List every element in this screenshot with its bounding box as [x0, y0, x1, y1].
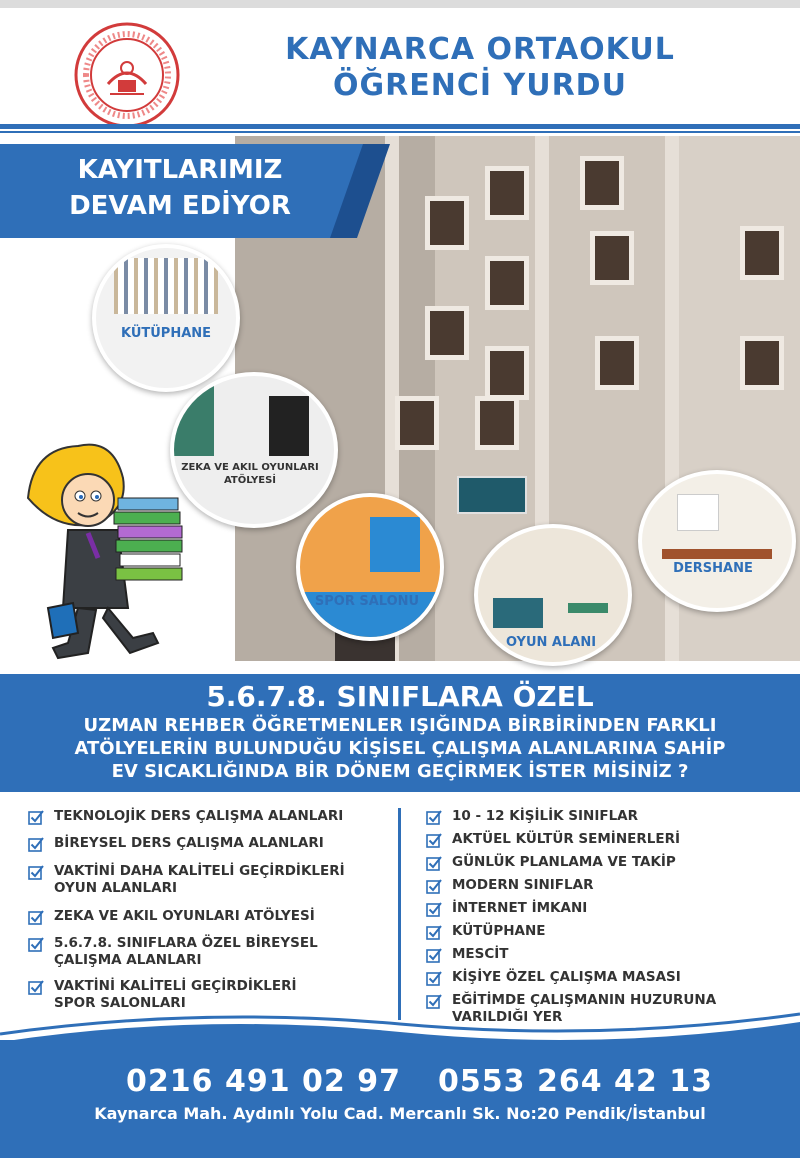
- feature-item: [426, 831, 786, 848]
- features-left-list: [28, 808, 388, 1012]
- feature-item: [426, 900, 786, 917]
- feature-line-1: İNTERNET İMKANI: [452, 900, 588, 916]
- title-line-2: ÖĞRENCİ YURDU: [333, 68, 627, 103]
- phone-number-1[interactable]: 0216 491 02 97: [126, 1064, 401, 1099]
- feature-item: [426, 969, 786, 986]
- banner-line-1: KAYITLARIMIZ: [77, 155, 283, 185]
- feature-item: [28, 908, 388, 925]
- feature-item: [28, 935, 388, 969]
- address: Kaynarca Mah. Aydınlı Yolu Cad. Mercanlı Sk. No:20 Pendik/İstanbul: [94, 1104, 706, 1123]
- checkbox-checked-icon: [28, 936, 44, 952]
- checkbox-checked-icon: [28, 836, 44, 852]
- title-line-1: KAYNARCA ORTAOKUL: [285, 32, 675, 67]
- registration-banner-text: [20, 152, 340, 224]
- classroom-label: DERSHANE: [673, 561, 753, 576]
- feature-line-1: ZEKA VE AKIL OYUNLARI ATÖLYESİ: [54, 908, 315, 924]
- checkbox-checked-icon: [426, 832, 442, 848]
- feature-line-1: VAKTİNİ KALİTELİ GEÇİRDİKLERİ: [54, 978, 297, 994]
- checkbox-checked-icon: [426, 878, 442, 894]
- header-rule-thin: [0, 131, 800, 133]
- feature-item: [28, 863, 388, 897]
- feature-line-1: 10 - 12 KİŞİLİK SINIFLAR: [452, 808, 639, 824]
- feature-item: [426, 946, 786, 963]
- band-line-3: EV SICAKLIĞINDA BİR DÖNEM GEÇİRMEK İSTER MİSİNİZ ?: [111, 761, 689, 782]
- ministry-of-education-seal-icon: [74, 22, 180, 128]
- feature-line-1: BİREYSEL DERS ÇALIŞMA ALANLARI: [54, 835, 324, 851]
- features-right-list: [426, 808, 786, 1026]
- feature-line-2: SPOR SALONLARI: [54, 995, 186, 1011]
- banner-line-2: DEVAM EDİYOR: [69, 191, 291, 221]
- feature-line-2: VARILDIĞI YER: [452, 1009, 563, 1025]
- feature-line-1: KÜTÜPHANE: [452, 923, 546, 939]
- feature-line-2: OYUN ALANLARI: [54, 880, 177, 896]
- feature-line-1: VAKTİNİ DAHA KALİTELİ GEÇİRDİKLERİ: [54, 863, 345, 879]
- checkbox-checked-icon: [426, 993, 442, 1009]
- checkbox-checked-icon: [426, 901, 442, 917]
- feature-item: [426, 877, 786, 894]
- feature-item: [426, 854, 786, 871]
- header-rule: [0, 124, 800, 129]
- feature-line-1: MESCİT: [452, 946, 509, 962]
- band-subtext: [20, 714, 780, 783]
- footer: [0, 1040, 800, 1158]
- classroom-photo: [638, 470, 796, 612]
- checkbox-checked-icon: [28, 979, 44, 995]
- gym-photo: [296, 493, 444, 641]
- feature-item: [28, 978, 388, 1012]
- checkbox-checked-icon: [28, 909, 44, 925]
- library-photo: [92, 244, 240, 392]
- feature-line-1: GÜNLÜK PLANLAMA VE TAKİP: [452, 854, 676, 870]
- play-area-label: OYUN ALANI: [505, 635, 597, 650]
- feature-line-2: ÇALIŞMA ALANLARI: [54, 952, 202, 968]
- feature-line-1: MODERN SINIFLAR: [452, 877, 594, 893]
- puzzle-workshop-label-line-2: ATÖLYESİ: [223, 475, 277, 486]
- feature-item: [426, 808, 786, 825]
- band-headline: 5.6.7.8. SINIFLARA ÖZEL: [206, 680, 594, 713]
- student-with-books-illustration: [18, 438, 208, 668]
- band-line-1: UZMAN REHBER ÖĞRETMENLER IŞIĞINDA BİRBİRİNDEN FARKLI: [83, 715, 717, 736]
- feature-item: [28, 835, 388, 852]
- phone-number-2[interactable]: 0553 264 42 13: [438, 1064, 713, 1099]
- library-label: KÜTÜPHANE: [120, 326, 212, 341]
- top-strip: [0, 0, 800, 8]
- gym-label: SPOR SALONU: [314, 594, 420, 609]
- checkbox-checked-icon: [426, 809, 442, 825]
- feature-line-1: TEKNOLOJİK DERS ÇALIŞMA ALANLARI: [54, 808, 344, 824]
- checkbox-checked-icon: [28, 864, 44, 880]
- feature-item: [28, 808, 388, 825]
- school-sign: [457, 476, 527, 514]
- list-divider: [398, 808, 401, 1020]
- feature-line-1: 5.6.7.8. SINIFLARA ÖZEL BİREYSEL: [54, 935, 318, 951]
- checkbox-checked-icon: [426, 855, 442, 871]
- feature-line-1: AKTÜEL KÜLTÜR SEMİNERLERİ: [452, 831, 680, 847]
- checkbox-checked-icon: [28, 809, 44, 825]
- feature-item: [426, 923, 786, 940]
- page-title: [220, 32, 740, 104]
- band-line-2: ATÖLYELERİN BULUNDUĞU KİŞİSEL ÇALIŞMA ALANLARINA SAHİP: [74, 738, 726, 759]
- puzzle-workshop-label-line-1: ZEKA VE AKIL OYUNLARI: [181, 462, 319, 473]
- feature-line-1: KİŞİYE ÖZEL ÇALIŞMA MASASI: [452, 969, 681, 985]
- feature-line-1: EĞİTİMDE ÇALIŞMANIN HUZURUNA: [452, 992, 717, 1008]
- checkbox-checked-icon: [426, 924, 442, 940]
- checkbox-checked-icon: [426, 947, 442, 963]
- checkbox-checked-icon: [426, 970, 442, 986]
